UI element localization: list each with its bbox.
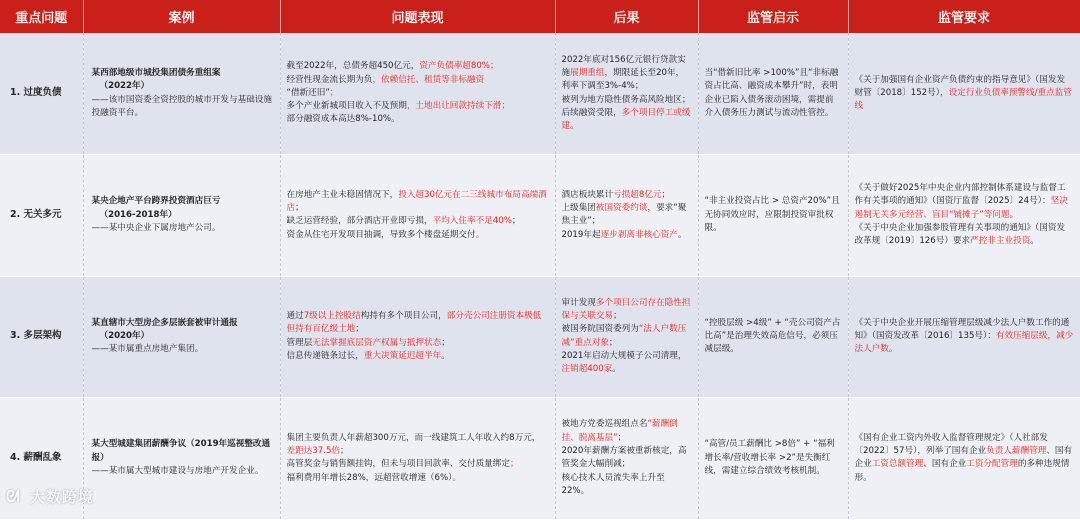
plain-text: 多个产业新城项目收入不及预期 — [286, 101, 407, 112]
plain-text: 截至2022年，总债务超450亿元， — [286, 61, 420, 72]
plain-text: 核心技术人员流失率上升至22%。 — [561, 472, 665, 496]
problem-paragraph — [287, 337, 549, 350]
requirement-cell — [848, 398, 1080, 520]
requirement-paragraph — [855, 74, 1074, 114]
header-key-issue: 重点问题 — [0, 0, 83, 33]
highlight-text: 。 — [475, 229, 485, 240]
highlight-text: 负责人薪酬管理 — [986, 445, 1047, 456]
issue-cell: 2. 无关多元 — [0, 155, 83, 277]
plain-text: 通过 — [286, 311, 304, 322]
table-row — [0, 398, 1080, 520]
insight-cell: “控股层级 >4级” + “壳公司资产占比高”是治理失效高危信号，必须压减层级。 — [698, 276, 848, 398]
highlight-text: ，依赖信托、租赁等非标融资 — [372, 74, 485, 85]
highlight-text: 亏损超8亿元 — [613, 189, 662, 200]
highlight-text: 坚决遏制无关多元经营、盲目“铺摊子”等问题 — [854, 196, 1068, 220]
issue-cell: 4. 薪酬乱象 — [0, 398, 83, 520]
plain-text: ； — [608, 337, 618, 348]
problem-paragraph — [287, 87, 549, 100]
case-title: 某直辖市大型房企多层嵌套被审计通报 — [91, 317, 238, 328]
case-title: 某大型城建集团薪酬争议（2019年巡视整改通报） — [91, 439, 271, 463]
case-cell — [83, 276, 280, 398]
table-row — [0, 33, 1080, 155]
plain-text: 构持有多个项目公司， — [360, 311, 447, 322]
plain-text: 福利费用年增长28%，远超营收增速（6%） — [286, 472, 453, 483]
highlight-text: 差距达37.5倍 — [286, 445, 341, 456]
plain-text: 。 — [677, 229, 687, 240]
problem-paragraph — [287, 229, 549, 242]
problem-paragraph — [287, 215, 549, 228]
case-cell — [83, 155, 280, 277]
plain-text: 上级集团 — [561, 202, 596, 213]
watermark-text: 大数跨境 — [29, 488, 94, 506]
header-problem: 问题表现 — [280, 0, 555, 33]
requirement-cell — [848, 33, 1080, 155]
plain-text: 2019年起 — [561, 229, 601, 240]
requirement-paragraph — [855, 222, 1074, 249]
plain-text: 集团主要负责人年薪超300万元，而一线建筑工人年收入约8万元， — [286, 432, 541, 443]
problem-paragraph — [287, 472, 549, 485]
highlight-text: 工资总额管理 — [871, 459, 924, 470]
plain-text: 被国务院国资委列为 — [561, 324, 639, 335]
case-year: （2016-2018年） — [99, 209, 177, 220]
consequence-paragraph — [562, 418, 692, 445]
case-cell — [83, 398, 280, 520]
plain-text: ； — [340, 445, 349, 456]
plain-text: “借新还旧” — [286, 87, 330, 98]
problem-paragraph — [287, 60, 549, 73]
issue-cell: 1. 过度负债 — [0, 33, 83, 155]
plain-text: 。 — [441, 351, 450, 362]
highlight-text: 逐步剥离非核心资产 — [600, 229, 678, 240]
plain-text: 2022年底对156亿元银行贷款实施 — [561, 54, 686, 78]
case-title: 某央企地产平台跨界投资酒店巨亏 — [91, 196, 221, 207]
problem-paragraph — [287, 74, 549, 87]
plain-text: ； — [441, 337, 450, 348]
highlight-text: 工资分配管理 — [966, 459, 1018, 470]
consequence-paragraph — [562, 202, 692, 229]
case-description: ——某中央企业下属房地产公司。 — [91, 222, 221, 233]
plain-text: 。 — [570, 121, 579, 132]
header-case: 案例 — [83, 0, 280, 33]
requirement-paragraph — [855, 432, 1074, 485]
highlight-text: “法人户数压减”重点对象 — [561, 324, 687, 348]
problem-paragraph — [287, 310, 549, 337]
highlight-text: 被国资委约谈 — [595, 202, 648, 213]
problem-cell — [280, 398, 555, 520]
plain-text: 《关于加强国有企业资产负债约束的指导意见》（国发发财管〔2018〕152号）， — [854, 74, 1066, 98]
problem-paragraph — [287, 113, 549, 126]
highlight-text: 展期重组 — [570, 67, 605, 78]
case-description: ——该市国资委全资控股的城市开发与基础设施投融资平台。 — [91, 94, 272, 118]
plain-text: 管理层 — [286, 337, 313, 348]
table-row — [0, 276, 1080, 398]
plain-text: ； — [511, 216, 521, 227]
insight-cell: “高管/员工薪酬比 >8倍” + “福利增长率/营收增长率 >2”是失衡红线，需建立综合绩效考核机制。 — [698, 398, 848, 520]
plain-text: 经营性现金流长期为负 — [286, 74, 373, 85]
plain-text: 《国有企业工资内外收入监督管理规定》（人社部发〔2022〕57号），列举了国有企业 — [854, 432, 1048, 456]
consequence-cell — [555, 33, 698, 155]
highlight-text: 注销超400家 — [561, 364, 613, 375]
plain-text: 《关于中央企业加强参股管理有关事项的通知》（国资发改革规〔2019〕126号）要求 — [854, 222, 1066, 247]
problem-cell — [280, 276, 555, 398]
plain-text: 2021年启动大规模子公司清理， — [561, 351, 687, 362]
problem-cell — [280, 155, 555, 277]
watermark — [6, 486, 94, 507]
requirement-paragraph — [855, 182, 1074, 222]
header-insight: 监管启示 — [698, 0, 848, 33]
consequence-cell — [555, 276, 698, 398]
highlight-text: ，土地出让回款持续下滑； — [406, 101, 510, 112]
plain-text: 的多种违规情形。 — [854, 459, 1070, 483]
case-description: ——某市属重点房地产集团。 — [91, 344, 204, 355]
highlight-text: 多个项目公司存在隐性担保与关联交易 — [561, 297, 691, 322]
plain-text: 高管奖金与销售额挂钩，但未与项目回款率、交付质量绑定 — [286, 459, 510, 470]
consequence-paragraph — [562, 472, 692, 499]
plain-text: 在房地产主业未稳固情况下， — [286, 189, 399, 200]
header-consequence: 后果 — [555, 0, 698, 33]
plain-text: 审计发现 — [561, 297, 596, 308]
plain-text: 《关于中央企业开展压缩管理层级减少法人户数工作的通知》（国资发改革〔2016〕135号）： — [854, 317, 1070, 342]
table-row — [0, 155, 1080, 277]
requirement-paragraph — [855, 317, 1074, 357]
problem-paragraph — [287, 432, 549, 459]
highlight-text: 。 — [452, 472, 462, 483]
plain-text: ，期限延长至20年，利率下调至3%-4%； — [561, 67, 685, 92]
problem-paragraph — [287, 458, 549, 471]
plain-text: ； — [355, 324, 364, 335]
case-cell — [83, 33, 280, 155]
highlight-text: ； — [329, 87, 339, 98]
highlight-text: ； — [509, 459, 519, 470]
consequence-cell — [555, 155, 698, 277]
highlight-text: 设定行业负债率预警线/重点监管线 — [854, 87, 1072, 112]
plain-text: 缺乏运营经验，部分酒店开业即亏损， — [286, 216, 433, 227]
plain-text: 、国有企业 — [854, 445, 1073, 470]
consequence-paragraph — [562, 445, 692, 472]
highlight-text: 无法掌握底层资产权属与抵押状态 — [312, 337, 442, 348]
plain-text: 。 — [888, 344, 898, 355]
plain-text: 、国有企业 — [923, 459, 967, 470]
requirement-cell — [848, 155, 1080, 277]
plain-text: 被列为地方隐性债务高风险地区；后续融资受限， — [561, 94, 691, 118]
requirement-cell — [848, 276, 1080, 398]
consequence-paragraph — [562, 297, 692, 324]
plain-text: ； — [613, 311, 622, 322]
insight-cell: “非主业投资占比 > 总资产20%”且无协同效应时，应限制投资审批权限。 — [698, 155, 848, 277]
highlight-text: 投入超30亿元在二三线城市布局高端酒店 — [286, 189, 547, 213]
plain-text: ； — [661, 189, 671, 200]
case-title: 某西部地级市城投集团债务重组案 — [91, 67, 221, 78]
plain-text: 酒店板块累计 — [561, 189, 614, 200]
highlight-text: 有效压缩层级，减少法人户数 — [854, 331, 1074, 355]
case-description: ——某市属大型城市建设与房地产开发企业。 — [91, 465, 264, 476]
plain-text: ； — [295, 202, 304, 213]
highlight-text: 平均入住率不足40% — [432, 216, 512, 227]
dashuju-logo-icon: ᘛ — [6, 487, 21, 506]
plain-text: ； — [617, 432, 627, 443]
plain-text: 部分融资成本高达8%-10%。 — [286, 114, 400, 125]
consequence-paragraph — [562, 350, 692, 377]
plain-text: 。 — [612, 364, 621, 375]
highlight-text: 多个项目停工或缓建 — [561, 107, 691, 132]
highlight-text: 重大决策延迟超半年 — [363, 351, 442, 362]
highlight-text: 严控非主业投资 — [970, 236, 1031, 247]
consequence-paragraph — [562, 94, 692, 134]
header-row — [0, 0, 1080, 33]
highlight-text: 部分壳公司注册资本极低但持有百亿级土地 — [286, 311, 542, 335]
plain-text: ，要求“聚焦主业”； — [561, 202, 687, 227]
case-year: （2022年） — [99, 81, 150, 92]
consequence-paragraph — [562, 54, 692, 94]
plain-text: 。 — [1009, 209, 1019, 220]
insight-cell: 当“借新旧比率 >100%”且“非标融资占比高、融资成本攀升”时，表明企业已陷入债务滚动困境，需提前介入债务压力测试与流动性管控。 — [698, 33, 848, 155]
consequence-paragraph — [562, 229, 692, 242]
consequence-cell — [555, 398, 698, 520]
highlight-text: 7级以上控股结 — [303, 311, 361, 322]
problem-cell — [280, 33, 555, 155]
consequence-paragraph — [562, 323, 692, 350]
plain-text: 《关于做好2025年中央企业内部控制体系建设与监督工作有关事项的通知》（国资厅监督〔2025〕24号）： — [854, 182, 1066, 207]
problem-paragraph — [287, 100, 549, 113]
plain-text: 。 — [1030, 236, 1039, 247]
problem-paragraph — [287, 189, 549, 216]
highlight-text: 资产负债率超80%； — [419, 61, 499, 72]
plain-text: 信息传递链条过长， — [286, 351, 364, 362]
header-requirement: 监管要求 — [848, 0, 1080, 33]
plain-text: 资金从住宅开发项目抽调，导致多个楼盘延期交付 — [286, 229, 476, 240]
issue-cell: 3. 多层架构 — [0, 276, 83, 398]
problem-paragraph — [287, 350, 549, 363]
plain-text: 2020年薪酬方案被重新核定，高管奖金大幅削减； — [561, 445, 687, 470]
case-year: （2020年） — [99, 331, 150, 342]
highlight-text: “薪酬倒挂、脱离基层” — [561, 419, 678, 443]
plain-text: 被地方党委巡视组点名 — [561, 419, 648, 430]
consequence-paragraph — [562, 189, 692, 202]
